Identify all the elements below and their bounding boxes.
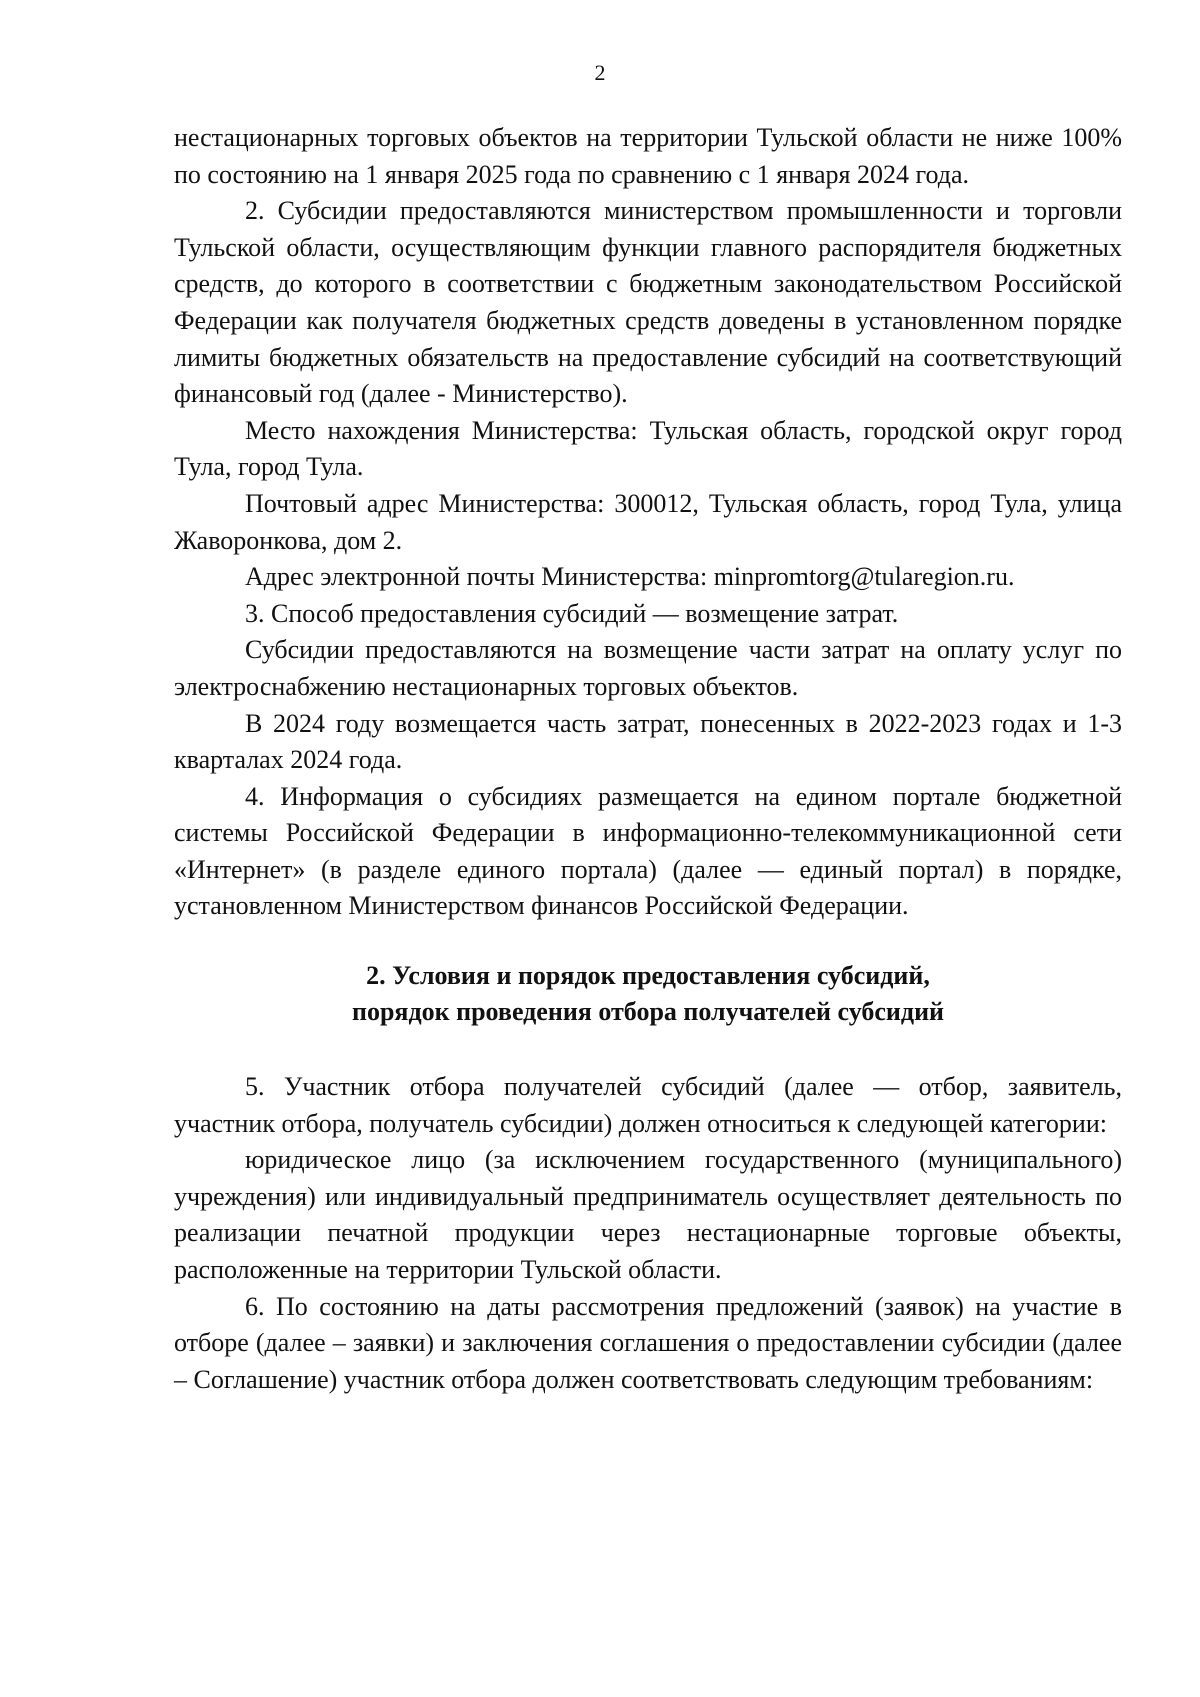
paragraph-item-4: 4. Информация о субсидиях размещается на едином портале бюджетной системы Российской Федерации в информационно-телекоммуникационной сети «Интернет» (в разделе единого портала) (далее — единый портал) в порядке, установленном Министерством финансов Российской Федерации. [174,781,1122,921]
section-heading-line-1: 2. Условия и порядок предоставления субсидий, [366,961,930,991]
paragraph-postal-address: Почтовый адрес Министерства: 300012, Тульская область, город Тула, улица Жаворонкова, дом 2. [174,488,1122,555]
page-number: 2 [594,60,606,85]
paragraph-subsidy-purpose: Субсидии предоставляются на возмещение части затрат на оплату услуг по электроснабжению нестационарных торговых объектов. [174,635,1122,701]
paragraph-item-5: 5. Участник отбора получателей субсидий (далее — отбор, заявитель, участник отбора, получатель субсидии) должен относиться к следующей категории: [174,1072,1122,1138]
paragraph-email-address: Адрес электронной почты Министерства: minpromtorg@tularegion.ru. [245,562,1015,592]
paragraph-continuation: нестационарных торговых объектов на территории Тульской области не ниже 100% по состоянию на 1 января 2025 года по сравнению с 1 января 2024 года. [174,123,1122,189]
paragraph-ministry-location: Место нахождения Министерства: Тульская область, городской округ город Тула, город Тула. [174,415,1122,482]
paragraph-compensation-period: В 2024 году возмещается часть затрат, понесенных в 2022-2023 годах и 1-3 кварталах 2024 года. [174,708,1122,775]
section-heading-line-2: порядок проведения отбора получателей субсидий [351,997,945,1027]
section-heading [174,958,1122,1030]
paragraph-item-3: 3. Способ предоставления субсидий — возмещение затрат. [245,598,899,628]
paragraph-item-6: 6. По состоянию на даты рассмотрения предложений (заявок) на участие в отборе (далее – заявки) и заключения соглашения о предоставлении субсидии (далее – Соглашение) участник отбора должен соответствовать следующим требованиям: [174,1291,1122,1394]
paragraph-category: юридическое лицо (за исключением государственного (муниципального) учреждения) или индивидуальный предприниматель осуществляет деятельность по реализации печатной продукции через нестационарные торговые объекты, расположенные на территории Тульской области. [174,1145,1122,1285]
paragraph-item-2: 2. Субсидии предоставляются министерством промышленности и торговли Тульской области, осуществляющим функции главного распорядителя бюджетных средств, до которого в соответствии с бюджетным законодательством Российской Федерации как получателя бюджетных средств доведены в установленном порядке лимиты бюджетных обязательств на предоставление субсидий на соответствующий финансовый год (далее - Министерство). [174,196,1122,409]
document-body [174,120,1122,1398]
